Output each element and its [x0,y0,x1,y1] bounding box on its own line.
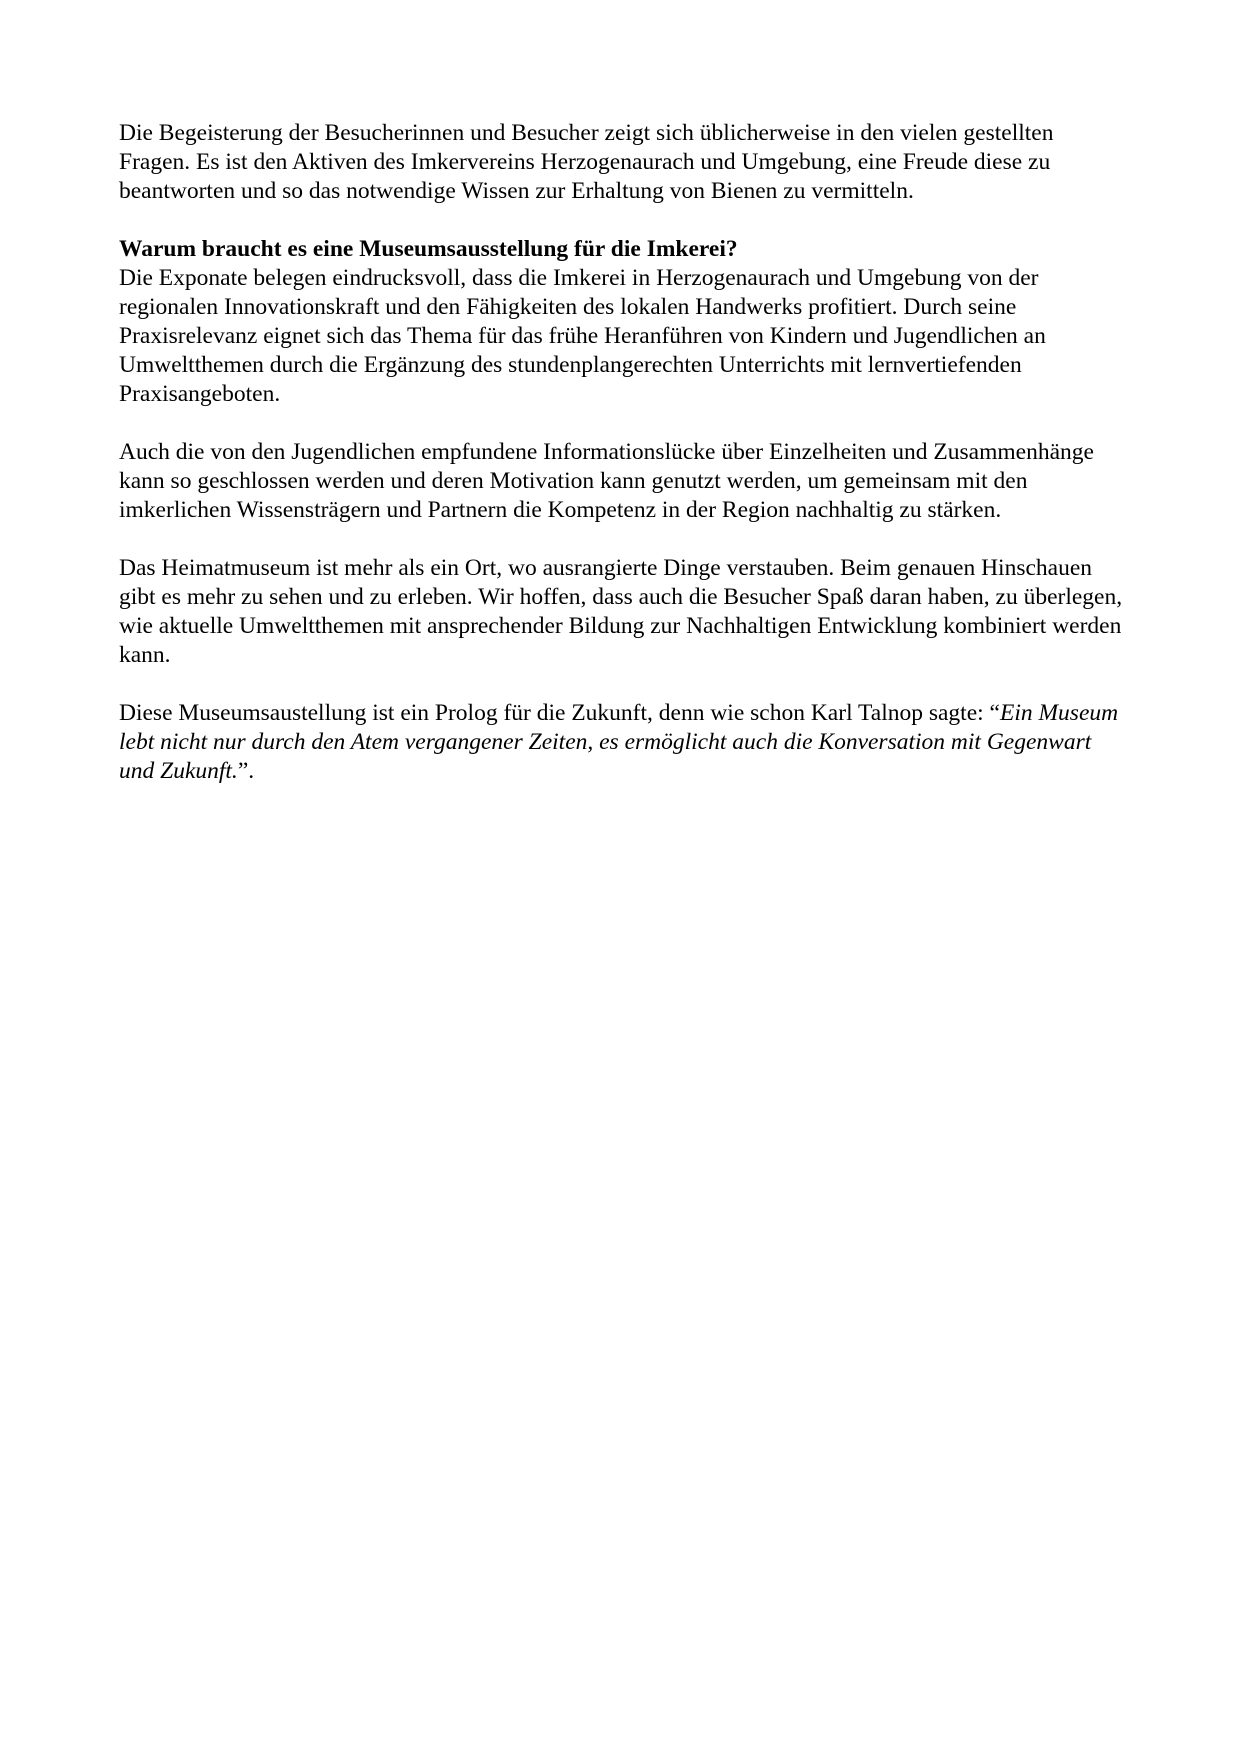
prolog-closing-text: ”. [237,758,255,784]
paragraph-information-gap: Auch die von den Jugendlichen empfundene Informationslücke über Einzelheiten und Zusammenhänge kann so geschlossen werden und deren Motivation kann genutzt werden, um gemeinsam mit den imkerlichen Wissensträgern und Partnern die Kompetenz in der Region nachhaltig zu stärken. [119,439,1094,523]
paragraph-prolog [119,699,1129,786]
section-heading: Warum braucht es eine Museumsausstellung für die Imkerei? [119,236,738,262]
prolog-intro-text: Diese Museumsaustellung ist ein Prolog für die Zukunft, denn wie schon Karl Talnop sagte: “ [119,700,1000,726]
paragraph-exhibits: Die Exponate belegen eindrucksvoll, dass die Imkerei in Herzogenaurach und Umgebung von der regionalen Innovationskraft und den Fähigkeiten des lokalen Handwerks profitiert. Durch seine Praxisrelevanz eignet sich das Thema für das frühe Heranführen von Kindern und Jugendlichen an Umweltthemen durch die Ergänzung des stundenplangerechten Unterrichts mit lernvertiefenden Praxisangeboten. [119,265,1046,407]
document-page [119,119,1129,786]
paragraph-heimatmuseum: Das Heimatmuseum ist mehr als ein Ort, wo ausrangierte Dinge verstauben. Beim genauen Hinschauen gibt es mehr zu sehen und zu erleben. Wir hoffen, dass auch die Besucher Spaß daran haben, zu überlegen, wie aktuelle Umweltthemen mit ansprechender Bildung zur Nachhaltigen Entwicklung kombiniert werden kann. [119,555,1123,668]
paragraph-visitor-enthusiasm: Die Begeisterung der Besucherinnen und Besucher zeigt sich üblicherweise in den vielen gestellten Fragen. Es ist den Aktiven des Imkervereins Herzogenaurach und Umgebung, eine Freude diese zu beantworten und so das notwendige Wissen zur Erhaltung von Bienen zu vermitteln. [119,120,1054,204]
talnop-quote: Ein Museum lebt nicht nur durch den Atem vergangener Zeiten, es ermöglicht auch die Konversation mit Gegenwart und Zukunft. [119,700,1119,784]
